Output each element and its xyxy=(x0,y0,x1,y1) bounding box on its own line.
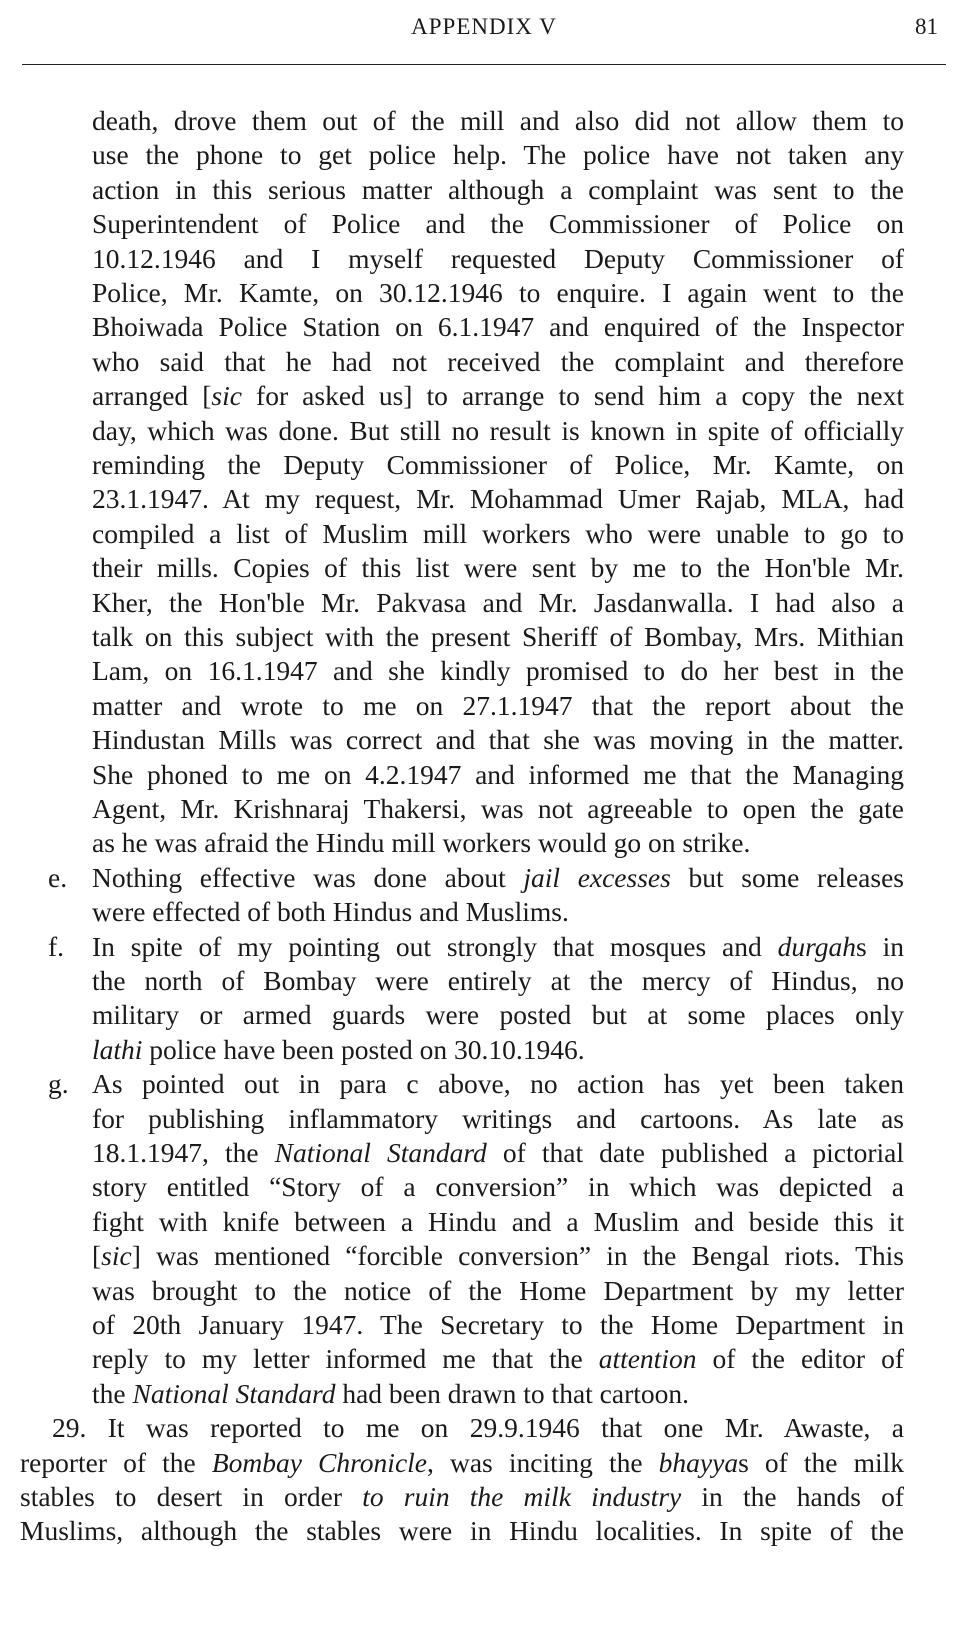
text-line: 10.12.1946 and I myself requested Deputy Commissioner of xyxy=(92,242,904,274)
text-line: In spite of my pointing out strongly that mosques and durgahs in xyxy=(92,930,904,962)
text-line: of 20th January 1947. The Secretary to the Home Department in xyxy=(92,1309,904,1340)
text-line: stables to desert in order to ruin the milk industry in the hands of xyxy=(20,1481,904,1512)
text-line: Nothing effective was done about jail excesses but some releases xyxy=(92,861,905,893)
text-line: military or armed guards were posted but at some places only xyxy=(92,999,904,1031)
text-line: the north of Bombay were entirely at the mercy of Hindus, no xyxy=(92,965,904,996)
text-line: were effected of both Hindus and Muslims. xyxy=(92,896,569,928)
text-line: reply to my letter informed me that the attention of the editor of xyxy=(92,1343,904,1375)
text-line: She phoned to me on 4.2.1947 and informed me that the Managing xyxy=(92,758,904,790)
text-line: their mills. Copies of this list were sent by me to the Hon'ble Mr. xyxy=(92,552,904,584)
text-line: compiled a list of Muslim mill workers who were unable to go to xyxy=(92,517,904,549)
list-marker-g: g. xyxy=(48,1068,69,1100)
text-line: use the phone to get police help. The police have not taken any xyxy=(92,139,904,171)
text-line: lathi police have been posted on 30.10.1946. xyxy=(92,1033,585,1065)
text-line: fight with knife between a Hindu and a Muslim and beside this it xyxy=(92,1205,904,1237)
text-line: death, drove them out of the mill and also did not allow them to xyxy=(92,105,904,136)
text-line: Superintendent of Police and the Commissioner of Police on xyxy=(92,208,904,240)
text-line: Bhoiwada Police Station on 6.1.1947 and enquired of the Inspector xyxy=(92,311,904,343)
text-line: Police, Mr. Kamte, on 30.12.1946 to enquire. I again went to the xyxy=(92,277,904,308)
text-line: 29. It was reported to me on 29.9.1946 that one Mr. Awaste, a xyxy=(52,1412,904,1444)
text-line: [sic] was mentioned “forcible conversion” in the Bengal riots. This xyxy=(92,1240,904,1272)
text-line: for publishing inflammatory writings and cartoons. As late as xyxy=(92,1102,904,1134)
list-marker-e: e. xyxy=(48,861,68,893)
text-line: as he was afraid the Hindu mill workers would go on strike. xyxy=(92,827,751,859)
text-line: 18.1.1947, the National Standard of that date published a pictorial xyxy=(92,1137,904,1168)
text-line: matter and wrote to me on 27.1.1947 that the report about the xyxy=(92,689,904,721)
text-line: Lam, on 16.1.1947 and she kindly promised to do her best in the xyxy=(92,655,904,687)
text-line: As pointed out in para c above, no action has yet been taken xyxy=(92,1068,904,1100)
text-line: action in this serious matter although a complaint was sent to the xyxy=(92,173,904,205)
page-number: 81 xyxy=(915,14,938,39)
text-line: talk on this subject with the present Sheriff of Bombay, Mrs. Mithian xyxy=(92,621,904,652)
text-line: Hindustan Mills was correct and that she was moving in the matter. xyxy=(92,724,904,756)
header-rule xyxy=(22,64,946,65)
text-line: day, which was done. But still no result is known in spite of officially xyxy=(92,414,904,446)
text-line: who said that he had not received the complaint and therefore xyxy=(92,345,904,377)
text-line: reporter of the Bombay Chronicle, was inciting the bhayyas of the milk xyxy=(20,1446,904,1478)
text-line: Muslims, although the stables were in Hindu localities. In spite of the xyxy=(20,1515,904,1547)
text-line: Kher, the Hon'ble Mr. Pakvasa and Mr. Jasdanwalla. I had also a xyxy=(92,586,904,618)
list-marker-f: f. xyxy=(48,930,65,962)
text-line: 23.1.1947. At my request, Mr. Mohammad Umer Rajab, MLA, had xyxy=(92,483,904,515)
page-header xyxy=(22,10,946,50)
text-line: was brought to the notice of the Home Department by my letter xyxy=(92,1274,904,1306)
text-line: reminding the Deputy Commissioner of Police, Mr. Kamte, on xyxy=(92,449,904,480)
text-line: arranged [sic for asked us] to arrange to send him a copy the next xyxy=(92,380,904,412)
text-line: the National Standard had been drawn to that cartoon. xyxy=(92,1377,690,1409)
text-line: Agent, Mr. Krishnaraj Thakersi, was not agreeable to open the gate xyxy=(92,793,904,824)
running-title: APPENDIX V xyxy=(411,14,557,39)
text-line: story entitled “Story of a conversion” in which was depicted a xyxy=(92,1171,904,1203)
